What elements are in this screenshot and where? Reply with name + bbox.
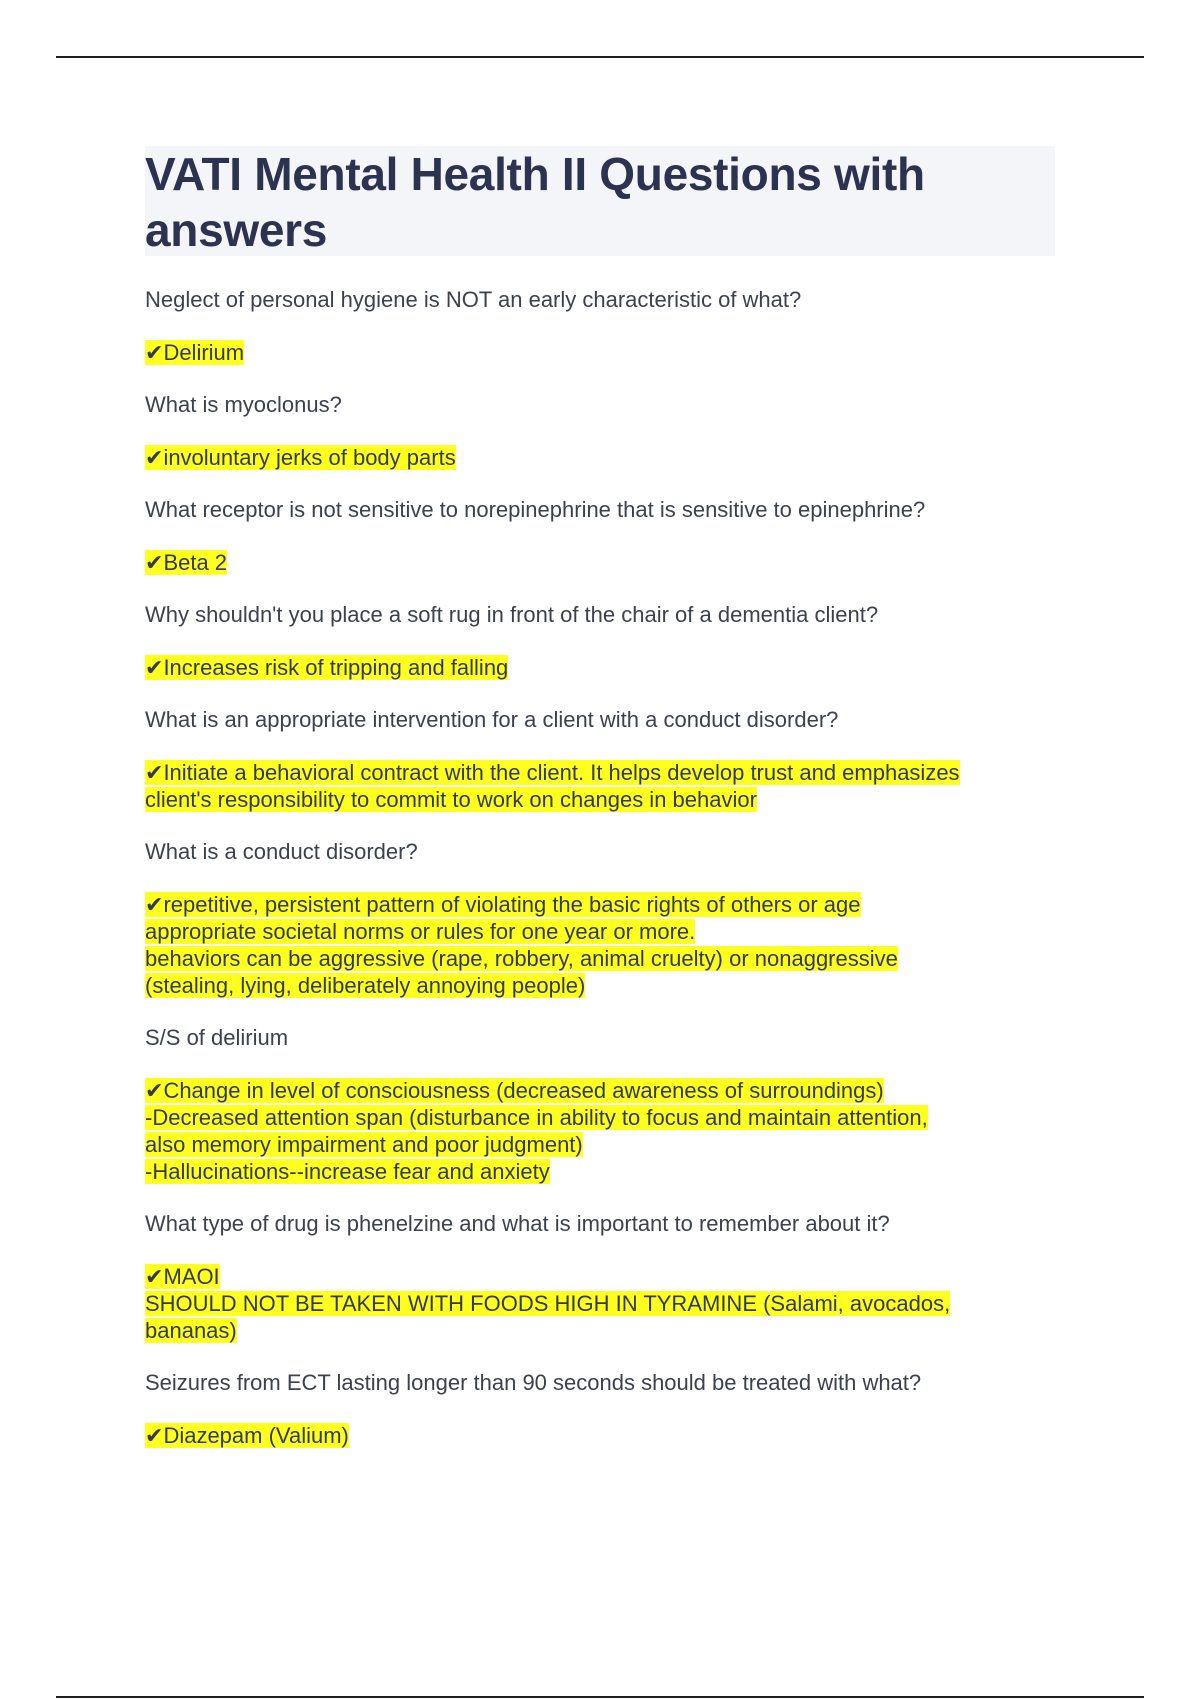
check-mark-icon: ✔ — [145, 760, 164, 785]
qa-item — [145, 286, 1055, 366]
answer-text: ✔repetitive, persistent pattern of violating the basic rights of others or age appropriate societal norms or rules for one year or more. behaviors can be aggressive (rape, robbery, animal cruelty) or nonaggressive (stealing, lying, deliberately annoying people) — [145, 892, 898, 998]
question-text: Neglect of personal hygiene is NOT an early characteristic of what? — [145, 287, 802, 312]
qa-item — [145, 601, 1055, 681]
question-text: What receptor is not sensitive to norepinephrine that is sensitive to epinephrine? — [145, 497, 926, 522]
question-text: What is an appropriate intervention for a client with a conduct disorder? — [145, 707, 839, 732]
qa-item — [145, 391, 1055, 471]
question-text: What is myoclonus? — [145, 392, 342, 417]
qa-item — [145, 838, 1055, 999]
answer-text: ✔involuntary jerks of body parts — [145, 445, 456, 470]
qa-item — [145, 1024, 1055, 1185]
check-mark-icon: ✔ — [145, 1264, 164, 1289]
qa-item — [145, 1210, 1055, 1344]
answer-text: ✔MAOI SHOULD NOT BE TAKEN WITH FOODS HIGH IN TYRAMINE (Salami, avocados, bananas) — [145, 1264, 951, 1343]
answer-text: ✔Initiate a behavioral contract with the client. It helps develop trust and emphasizes client's responsibility to commit to work on changes in behavior — [145, 760, 960, 812]
answer-text: ✔Change in level of consciousness (decreased awareness of surroundings) -Decreased attention span (disturbance in ability to focus and maintain attention, also memory impairment and poor judgment) -Hallucinations--increase fear and anxiety — [145, 1078, 928, 1184]
question-text: Seizures from ECT lasting longer than 90 seconds should be treated with what? — [145, 1370, 922, 1395]
answer-text: ✔Delirium — [145, 340, 245, 365]
answer-text: ✔Diazepam (Valium) — [145, 1423, 349, 1448]
check-mark-icon: ✔ — [145, 445, 164, 470]
qa-item — [145, 1369, 1055, 1449]
question-text: What type of drug is phenelzine and what is important to remember about it? — [145, 1211, 890, 1236]
question-text: What is a conduct disorder? — [145, 839, 418, 864]
check-mark-icon: ✔ — [145, 550, 164, 575]
page-title: VATI Mental Health II Questions with answers — [145, 148, 925, 256]
question-text: Why shouldn't you place a soft rug in front of the chair of a dementia client? — [145, 602, 879, 627]
question-text: S/S of delirium — [145, 1025, 289, 1050]
check-mark-icon: ✔ — [145, 340, 164, 365]
qa-item — [145, 706, 1055, 813]
bottom-rule — [56, 1696, 1144, 1698]
answer-text: ✔Beta 2 — [145, 550, 228, 575]
top-rule — [56, 56, 1144, 58]
check-mark-icon: ✔ — [145, 892, 164, 917]
qa-list — [145, 286, 1055, 1449]
answer-text: ✔Increases risk of tripping and falling — [145, 655, 509, 680]
check-mark-icon: ✔ — [145, 1423, 164, 1448]
title-box — [145, 146, 1055, 256]
check-mark-icon: ✔ — [145, 1078, 164, 1103]
qa-item — [145, 496, 1055, 576]
check-mark-icon: ✔ — [145, 655, 164, 680]
document-page — [145, 146, 1055, 1474]
